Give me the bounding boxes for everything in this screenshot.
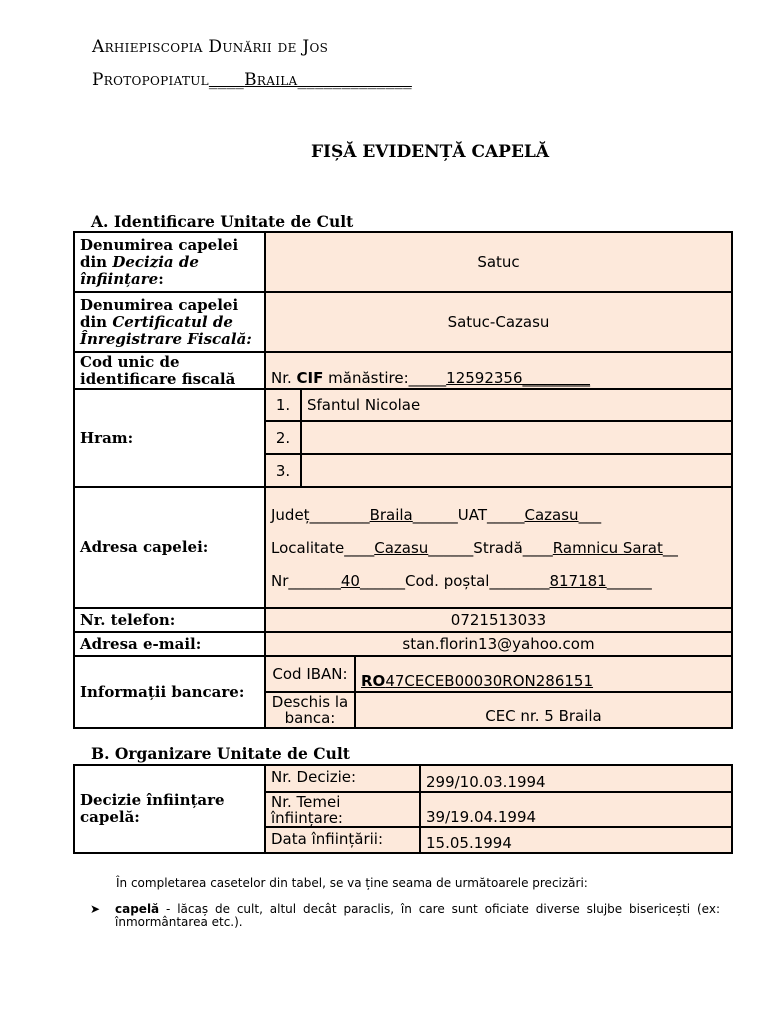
adresa-line-nr: Nr_______40______Cod. poștal________817181______ (271, 571, 652, 590)
label-banca: Informații bancare: (74, 656, 265, 728)
identification-table (73, 231, 733, 729)
hram-field-3[interactable] (301, 454, 732, 487)
label-cod-fiscal: Cod unic de identificare fiscală (74, 352, 265, 389)
temei-label: Nr. Temei înființare: (265, 792, 420, 827)
iban-field[interactable]: RO47CECEB00030RON286151 (355, 656, 732, 692)
label-email: Adresa e-mail: (74, 632, 265, 656)
protopopiat-pre: ____ (208, 70, 245, 90)
arrow-bullet-icon: ➤ (90, 902, 101, 916)
adresa-field[interactable] (265, 487, 732, 608)
header-protopopiat (92, 70, 412, 90)
label-adresa: Adresa capelei: (74, 487, 265, 608)
deschis-field[interactable]: CEC nr. 5 Braila (355, 692, 732, 728)
label-decizie: Decizie înființare capelă: (74, 765, 265, 853)
email-field[interactable]: stan.florin13@yahoo.com (265, 632, 732, 656)
data-infiintarii-field[interactable]: 15.05.1994 (420, 827, 732, 853)
telefon-field[interactable]: 0721513033 (265, 608, 732, 632)
iban-label: Cod IBAN: (265, 656, 355, 692)
organization-table (73, 764, 733, 854)
nr-decizie-field[interactable]: 299/10.03.1994 (420, 765, 732, 792)
label-hram: Hram: (74, 389, 265, 487)
adresa-line-localitate: Localitate____Cazasu______Stradă____Ramnicu Sarat__ (271, 538, 678, 557)
page-title: FIȘĂ EVIDENȚĂ CAPELĂ (310, 142, 550, 162)
label-denumire-cif: Denumirea capelei din Certificatul de Înregistrare Fiscală: (74, 292, 265, 352)
deschis-label: Deschis la banca: (265, 692, 355, 728)
nr-decizie-label: Nr. Decizie: (265, 765, 420, 792)
label-denumire-decizie: Denumirea capelei din Decizia de înființare: (74, 232, 265, 292)
hram-field-1[interactable]: Sfantul Nicolae (301, 389, 732, 421)
hram-field-2[interactable] (301, 421, 732, 454)
denumire-decizie-field[interactable]: Satuc (265, 232, 732, 292)
header-archdiocese: Arhiepiscopia Dunării de Jos (92, 37, 329, 57)
label-telefon: Nr. telefon: (74, 608, 265, 632)
data-infiintarii-label: Data înființării: (265, 827, 420, 853)
denumire-cif-field[interactable]: Satuc-Cazasu (265, 292, 732, 352)
protopopiat-label: Protopopiatul (92, 70, 209, 90)
hram-num-3: 3. (265, 454, 301, 487)
adresa-line-judet: Județ________Braila______UAT_____Cazasu___ (271, 505, 602, 524)
note-bullet (90, 903, 720, 929)
protopopiat-post: _____________ (297, 70, 412, 90)
note-bullet-text: capelă - lăcaș de cult, altul decât paraclis, în care sunt oficiate diverse slujbe bisericești (ex: înmormântarea etc.). (115, 902, 720, 929)
hram-num-2: 2. (265, 421, 301, 454)
hram-num-1: 1. (265, 389, 301, 421)
section-b-heading: B. Organizare Unitate de Cult (91, 744, 350, 763)
temei-field[interactable]: 39/19.04.1994 (420, 792, 732, 827)
section-a-heading: A. Identificare Unitate de Cult (91, 212, 354, 231)
cod-fiscal-field[interactable]: Nr. CIF mănăstire:_____12592356_________ (265, 352, 732, 389)
protopopiat-value: Braila (244, 70, 298, 90)
notes-intro: În completarea casetelor din tabel, se va ține seama de următoarele precizări: (116, 876, 588, 890)
